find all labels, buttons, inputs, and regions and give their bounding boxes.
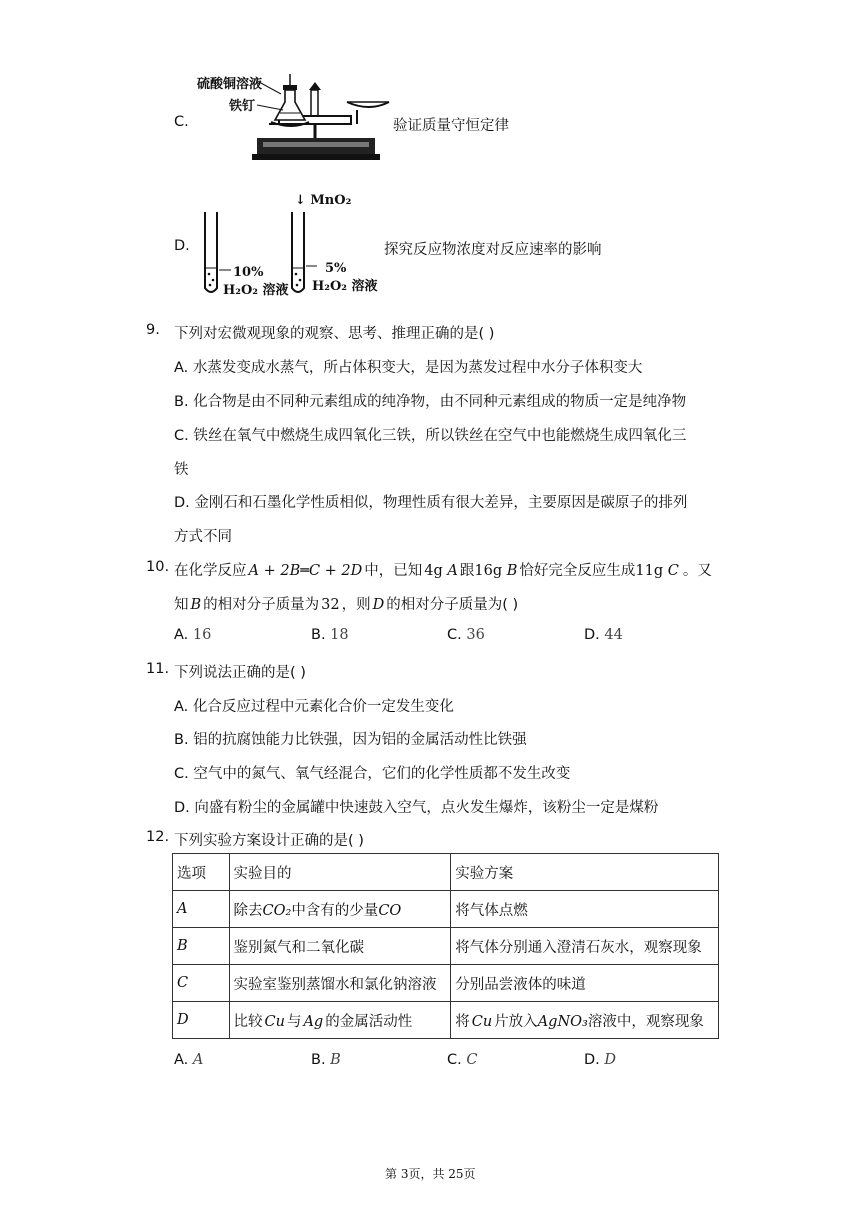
figure-label-h2o2-1: H₂O₂ 溶液 <box>223 283 289 298</box>
table-row <box>173 1002 719 1039</box>
q8-option-d-letter: D. <box>174 238 190 254</box>
q12-stem: 下列实验方案设计正确的是( ) <box>174 833 364 849</box>
q9-stem: 下列对宏微观现象的观察、思考、推理正确的是( ) <box>174 326 495 342</box>
balance-apparatus-figure <box>197 68 392 173</box>
q11-option-d: D. 向盛有粉尘的金属罐中快速鼓入空气，点火发生爆炸，该粉尘一定是煤粉 <box>174 800 659 816</box>
q9-number: 9. <box>146 322 160 338</box>
q9-option-a: A. 水蒸发变成水蒸气，所占体积变大，是因为蒸发过程中水分子体积变大 <box>174 360 643 376</box>
page-footer: 第 3页，共 25页 <box>385 1167 476 1181</box>
table-cell-goal: 鉴别氮气和二氧化碳 <box>229 928 451 965</box>
q9-option-c: C. 铁丝在氧气中燃烧生成四氧化三铁，所以铁丝在空气中也能燃烧生成四氧化三 <box>174 428 687 444</box>
table-cell-goal: 除去CO₂中含有的少量CO <box>229 891 451 928</box>
q11-stem: 下列说法正确的是( ) <box>174 665 306 681</box>
q11-option-a: A. 化合反应过程中元素化合价一定发生变化 <box>174 699 454 715</box>
q12-option-a: A. A <box>174 1052 204 1068</box>
figure-label-mno2: ↓ MnO₂ <box>295 193 352 208</box>
q9-option-b: B. 化合物是由不同种元素组成的纯净物，由不同种元素组成的物质一定是纯净物 <box>174 394 687 410</box>
table-header: 实验方案 <box>451 854 719 891</box>
table-cell-plan: 将 Cu 片放入AgNO₃溶液中，观察现象 <box>451 1002 719 1039</box>
test-tube-2 <box>292 212 304 292</box>
q12-option-b: B. B <box>311 1052 341 1068</box>
q10-option-a: A. 16 <box>174 627 212 643</box>
q10-number: 10. <box>146 559 170 575</box>
table-cell-goal: 实验室鉴别蒸馏水和氯化钠溶液 <box>229 965 451 1002</box>
experiment-table <box>172 853 719 1039</box>
table-cell-option: C <box>173 965 230 1002</box>
table-cell-plan: 分别品尝液体的味道 <box>451 965 719 1002</box>
q12-number: 12. <box>146 829 170 845</box>
q9-option-d-cont: 方式不同 <box>174 529 232 545</box>
q8-option-d-caption: 探究反应物浓度对反应速率的影响 <box>384 242 602 258</box>
test-tube-1 <box>205 212 217 292</box>
q10-option-b: B. 18 <box>311 627 349 643</box>
table-cell-plan: 将气体点燃 <box>451 891 719 928</box>
table-cell-option: B <box>173 928 230 965</box>
table-cell-option: A <box>173 891 230 928</box>
table-cell-plan: 将气体分别通入澄清石灰水，观察现象 <box>451 928 719 965</box>
figure-label-10-percent: 10% <box>233 265 264 280</box>
table-row <box>173 965 719 1002</box>
q11-number: 11. <box>146 661 170 677</box>
q12-option-d: D. D <box>584 1052 617 1068</box>
table-header-row <box>173 854 719 891</box>
table-header: 实验目的 <box>229 854 451 891</box>
q12-option-c: C. C <box>447 1052 478 1068</box>
table-header: 选项 <box>173 854 230 891</box>
q10-stem-line2: 知 B 的相对分子质量为 32 ，则 D 的相对分子质量为( ) <box>174 597 519 613</box>
q9-option-d: D. 金刚石和石墨化学性质相似，物理性质有很大差异，主要原因是碳原子的排列 <box>174 495 688 511</box>
table-cell-option: D <box>173 1002 230 1039</box>
q10-option-c: C. 36 <box>447 627 485 643</box>
figure-label-h2o2-2: H₂O₂ 溶液 <box>312 279 378 294</box>
q8-option-c-caption: 验证质量守恒定律 <box>393 118 509 134</box>
q10-option-d: D. 44 <box>584 627 623 643</box>
test-tube-figure <box>197 188 387 303</box>
flask <box>275 90 305 120</box>
table-row <box>173 891 719 928</box>
q11-option-b: B. 铝的抗腐蚀能力比铁强，因为铝的金属活动性比铁强 <box>174 732 527 748</box>
q10-stem-line1: 在化学反应 A + 2B═C + 2D 中，已知 4g A 跟16g B 恰好完全反应生成11g C 。又 <box>174 563 712 579</box>
figure-label-5-percent: 5% <box>325 261 347 276</box>
table-cell-goal: 比较 Cu 与 Ag 的金属活动性 <box>229 1002 451 1039</box>
table-row <box>173 928 719 965</box>
q9-option-c-cont: 铁 <box>174 462 189 478</box>
q11-option-c: C. 空气中的氮气、氧气经混合，它们的化学性质都不发生改变 <box>174 766 571 782</box>
figure-label-copper-sulfate: 硫酸铜溶液 <box>197 77 263 92</box>
figure-label-iron-nail: 铁钉 <box>229 99 256 114</box>
q8-option-c-letter: C. <box>174 114 189 130</box>
